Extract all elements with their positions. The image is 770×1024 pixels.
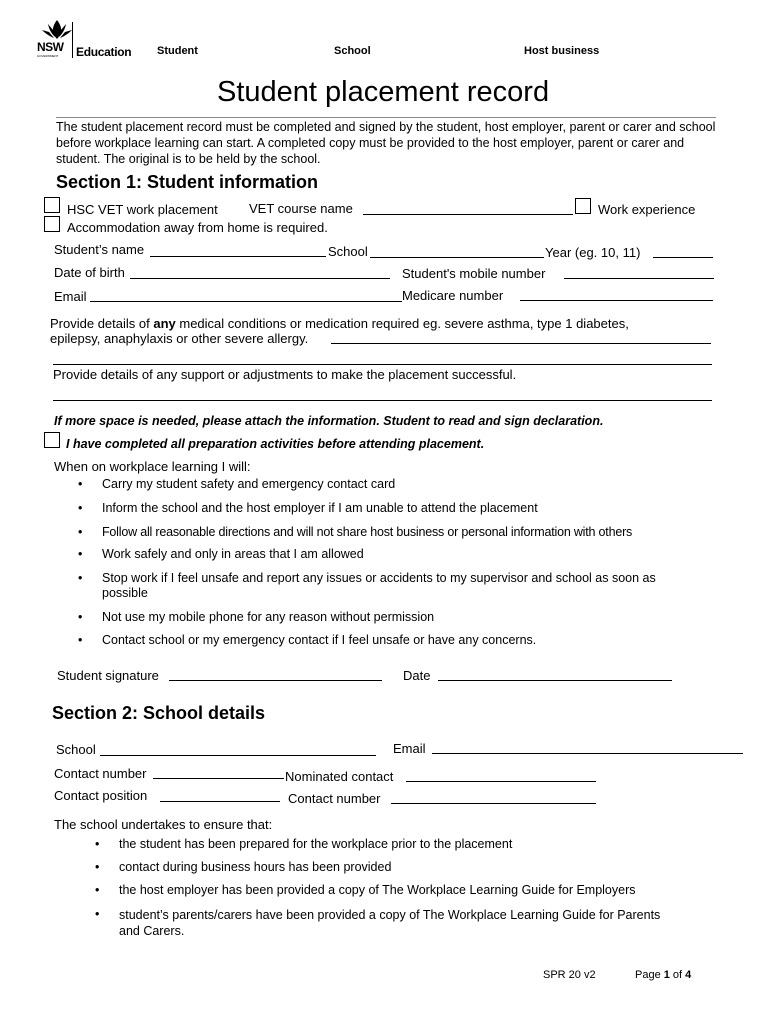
undertakes-intro: The school undertakes to ensure that: [54,817,273,832]
list-item-text: Carry my student safety and emergency contact card [102,477,396,491]
more-space-note: If more space is needed, please attach the information. Student to read and sign declaration. [54,414,604,428]
bullet-icon: • [95,860,100,874]
header-school: School [334,45,371,57]
list-item-text: Inform the school and the host employer if I am unable to attend the placement [102,501,538,515]
contact-position-field[interactable] [160,801,280,802]
accommodation-label: Accommodation away from home is required. [67,220,328,235]
work-experience-checkbox[interactable] [575,198,591,214]
section1-heading-text: Section 1: Student information [56,172,319,192]
school-email-field[interactable] [432,753,743,754]
section2-heading [52,703,265,724]
page-current: 1 [663,969,670,981]
list-item-text: contact during business hours has been provided [119,860,392,874]
list-item-text: Follow all reasonable directions and will not share host business or personal information with others [102,525,633,539]
page-total: 4 [685,969,692,981]
section1-heading [56,172,318,193]
school-field[interactable] [370,257,544,258]
bullet-icon: • [78,477,83,491]
page-number [635,969,691,981]
signature-field[interactable] [169,680,382,681]
bullet-icon: • [78,610,83,624]
bullet-icon: • [78,571,83,585]
medical-prompt-post: medical conditions or medication required eg. severe asthma, type 1 diabetes, [175,316,629,331]
dept-name: Education [76,45,132,59]
school2-label: School [56,742,96,757]
contact-number2-field[interactable] [391,803,596,804]
mobile-field[interactable] [564,278,714,279]
medicare-label: Medicare number [402,288,504,303]
support-prompt: Provide details of any support or adjustments to make the placement successful. [53,367,517,382]
list-item-text: Contact school or my emergency contact if I feel unsafe or have any concerns. [102,633,537,647]
vet-course-field[interactable] [363,214,573,215]
signature-label: Student signature [57,668,159,683]
medicare-field[interactable] [520,300,713,301]
student-name-label: Student’s name [54,242,145,257]
prep-label: I have completed all preparation activities before attending placement. [66,437,485,451]
year-label: Year (eg. 10, 11) [545,245,641,260]
mobile-label: Student's mobile number [402,266,546,281]
school-label: School [328,244,368,259]
dob-label: Date of birth [54,265,125,280]
prep-checkbox[interactable] [44,432,60,448]
logo-text: NSW [37,40,64,54]
contact-number-label: Contact number [54,766,147,781]
contact-number2-label: Contact number [288,791,381,806]
bullet-icon: • [78,501,83,515]
hsc-vet-label: HSC VET work placement [67,202,218,217]
medical-field-1[interactable] [331,343,711,344]
school2-field[interactable] [100,755,376,756]
support-field[interactable] [53,400,712,401]
year-field[interactable] [653,257,713,258]
contact-number-field[interactable] [153,778,284,779]
medical-prompt-any: any [153,316,176,331]
medical-prompt [50,316,629,331]
list-item-text: Work safely and only in areas that I am allowed [102,547,364,561]
nominated-contact-label: Nominated contact [285,769,394,784]
school-email-label: Email [393,741,426,756]
date-field[interactable] [438,680,672,681]
dob-field[interactable] [130,278,390,279]
logo-subtext: GOVERNMENT [37,54,59,58]
bullet-icon: • [95,907,100,921]
email-field[interactable] [90,301,402,302]
title-rule [56,117,716,118]
header-student: Student [157,45,198,57]
medical-prompt-pre: Provide details of [50,316,154,331]
page-mid: of [669,969,686,981]
page-prefix: Page [635,969,664,981]
logo-divider [72,22,73,58]
bullet-icon: • [95,883,100,897]
list-item-text: Not use my mobile phone for any reason without permission [102,610,435,624]
page-title: Student placement record [217,76,550,108]
date-label: Date [403,668,431,683]
nsw-logo [37,18,77,58]
bullet-icon: • [95,837,100,851]
accommodation-checkbox[interactable] [44,216,60,232]
email-label: Email [54,289,87,304]
waratah-icon [40,18,74,40]
vet-course-label: VET course name [249,201,353,216]
list-item-text: student’s parents/carers have been provided a copy of The Workplace Learning Guide for Parents and Carers. [119,908,661,938]
header-host-business: Host business [524,45,600,57]
list-item-text: the host employer has been provided a copy of The Workplace Learning Guide for Employers [119,883,636,897]
hsc-vet-checkbox[interactable] [44,197,60,213]
list-item-text: Stop work if I feel unsafe and report any issues or accidents to my supervisor and school as soon as possible [102,571,656,600]
work-experience-label: Work experience [598,202,696,217]
nominated-contact-field[interactable] [406,781,596,782]
medical-field-2[interactable] [53,364,712,365]
section2-heading-text: Section 2: School details [52,703,266,723]
intro-text: The student placement record must be completed and signed by the student, host employer, parent or carer and school before workplace learning can start. A completed copy must be provided to the host employer, parent or carer and student. The original is to be held by the school. [56,120,716,166]
when-intro: When on workplace learning I will: [54,459,251,474]
bullet-icon: • [78,633,83,647]
list-item-text: the student has been prepared for the workplace prior to the placement [119,837,513,851]
bullet-icon: • [78,525,83,539]
student-name-field[interactable] [150,256,326,257]
medical-prompt-line2: epilepsy, anaphylaxis or other severe allergy. [50,331,309,346]
form-code: SPR 20 v2 [543,969,596,981]
bullet-icon: • [78,547,83,561]
contact-position-label: Contact position [54,788,148,803]
